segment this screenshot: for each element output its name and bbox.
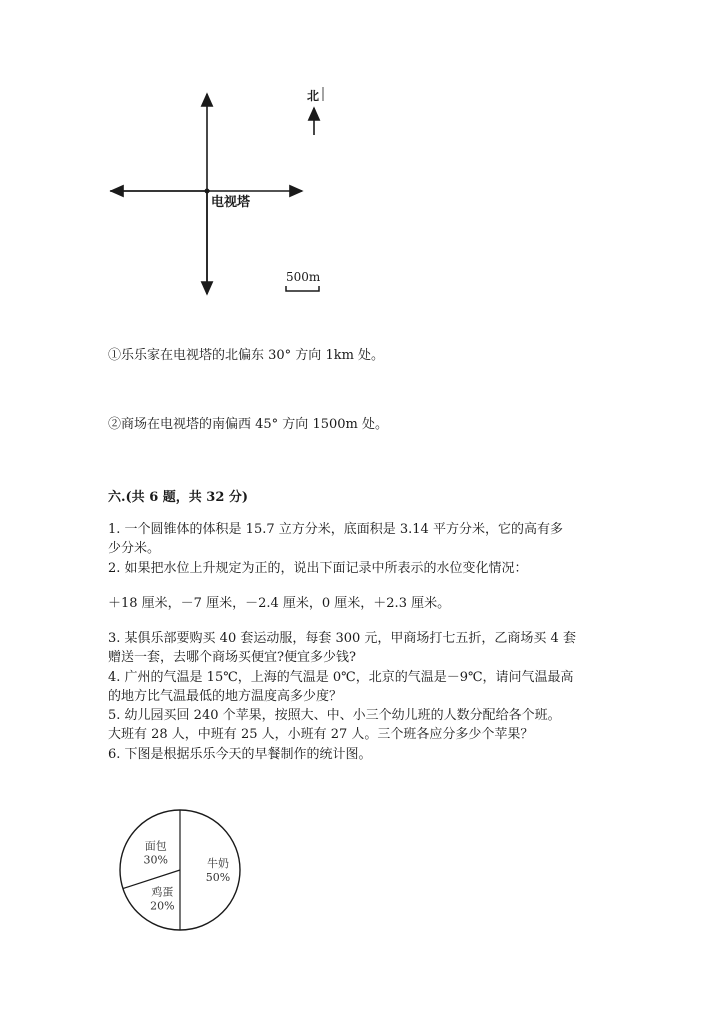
question-4-line-1: 4. 广州的气温是 15℃，上海的气温是 0℃，北京的气温是－9℃，请问气温最高 (108, 670, 574, 685)
question-2-values: ＋18 厘米，－7 厘米，－2.4 厘米，0 厘米，＋2.3 厘米。 (108, 596, 451, 611)
breakfast-pie-chart (110, 800, 250, 940)
pie-slice-label: 鸡蛋 (151, 885, 174, 899)
question-5-line-2: 大班有 28 人，中班有 25 人，小班有 27 人。三个班各应分多少个苹果？ (108, 727, 534, 742)
question-1-line-1: 1. 一个圆锥体的体积是 15.7 立方分米，底面积是 3.14 平方分米，它的高有多 (108, 522, 563, 537)
question-4-line-2: 的地方比气温最低的地方温度高多少度？ (108, 689, 343, 704)
question-2: 2. 如果把水位上升规定为正的，说出下面记录中所表示的水位变化情况： (108, 561, 528, 576)
question-6: 6. 下图是根据乐乐今天的早餐制作的统计图。 (108, 747, 372, 762)
scale-label: 500m (286, 270, 321, 284)
pie-slice-value: 20% (150, 899, 175, 913)
pie-slice-label: 牛奶 (207, 857, 229, 870)
direction-map (0, 0, 720, 310)
question-1-line-2: 少分米。 (108, 541, 161, 556)
pie-slice-value: 30% (143, 853, 168, 867)
question-3-line-1: 3. 某俱乐部要购买 40 套运动服，每套 300 元，甲商场打七五折，乙商场买 4 套 (108, 631, 576, 646)
center-label: 电视塔 (211, 195, 251, 210)
center-point (205, 189, 210, 194)
task-1: ①乐乐家在电视塔的北偏东 30° 方向 1km 处。 (108, 348, 385, 363)
scale-bar (286, 286, 319, 291)
section-heading: 六.(共 6 题，共 32 分) (108, 490, 249, 505)
question-3-line-2: 赠送一套，去哪个商场买便宜?便宜多少钱? (108, 650, 356, 665)
pie-slice-value: 50% (205, 871, 231, 884)
question-5-line-1: 5. 幼儿园买回 240 个苹果，按照大、中、小三个幼儿班的人数分配给各个班。 (108, 708, 561, 723)
task-2: ②商场在电视塔的南偏西 45° 方向 1500m 处。 (108, 417, 388, 432)
pie-slice-label: 面包 (144, 839, 167, 853)
north-label: 北 (307, 89, 320, 103)
